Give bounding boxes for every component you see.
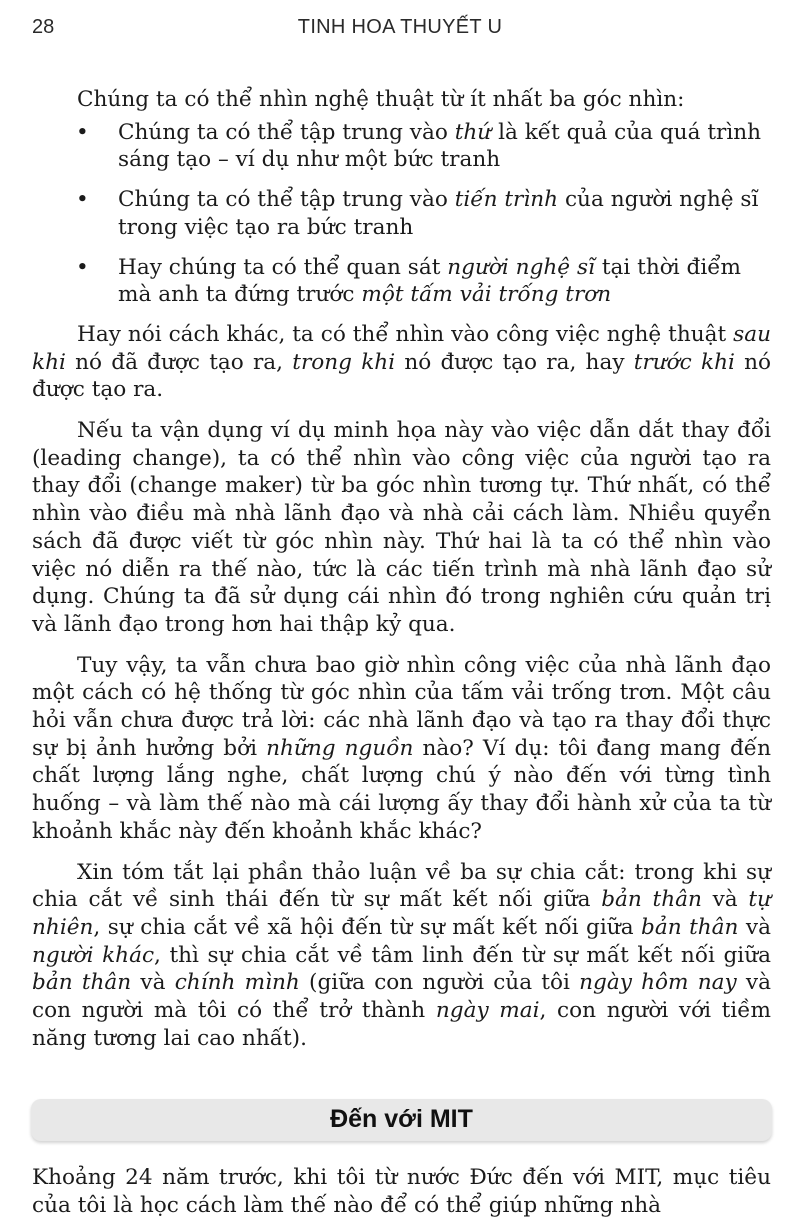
main-text bbox=[32, 86, 771, 1053]
section-heading-bar bbox=[31, 1099, 772, 1141]
list-item: • Chúng ta có thể tập trung vào tiến trình của người nghệ sĩ trong việc tạo ra bức tranh bbox=[76, 187, 759, 240]
book-title: TINH HOA THUYẾT U bbox=[297, 16, 503, 38]
bullet-icon: • bbox=[76, 254, 89, 280]
paragraph-3: Nếu ta vận dụng ví dụ minh họa này vào việc dẫn dắt thay đổi (leading change), ta có thể nhìn vào công việc của người tạo ra thay đổi (change maker) từ ba góc nhìn tương tự. Thứ nhất, có thể nhìn vào điều mà nhà lãnh đạo và nhà cải cách làm. Nhiều quyển sách đã được viết từ góc nhìn này. Thứ hai là ta có thể nhìn vào việc nó diễn ra thế nào, tức là các tiến trình mà nhà lãnh đạo sử dụng. Chúng ta đã sử dụng cái nhìn đó trong nghiên cứu quản trị và lãnh đạo trong hơn hai thập kỷ qua. bbox=[32, 418, 771, 637]
section-body bbox=[32, 1164, 771, 1219]
paragraph-4: Tuy vậy, ta vẫn chưa bao giờ nhìn công việc của nhà lãnh đạo một cách có hệ thống từ góc nhìn của tấm vải trống trơn. Một câu hỏi vẫn chưa được trả lời: các nhà lãnh đạo và tạo ra thay đổi thực sự bị ảnh hưởng bởi những nguồn nào? Ví dụ: tôi đang mang đến chất lượng lắng nghe, chất lượng chú ý nào đến với từng tình huống – và làm thế nào mà cái lượng ấy thay đổi hành xử của ta từ khoảnh khắc này đến khoảnh khắc khác? bbox=[32, 652, 771, 844]
paragraph-5: Xin tóm tắt lại phần thảo luận về ba sự chia cắt: trong khi sự chia cắt về sinh thái đến từ sự mất kết nối giữa bản thân và tự nhiên, sự chia cắt về xã hội đến từ sự mất kết nối giữa bản thân và người khác, thì sự chia cắt về tâm linh đến từ sự mất kết nối giữa bản thân và chính mình (giữa con người của tôi ngày hôm nay và con người mà tôi có thể trở thành ngày mai, con người với tiềm năng tương lai cao nhất). bbox=[32, 859, 771, 1051]
running-header bbox=[30, 14, 770, 44]
intro-paragraph: Chúng ta có thể nhìn nghệ thuật từ ít nhất ba góc nhìn: bbox=[77, 87, 685, 112]
list-item: • Chúng ta có thể tập trung vào thứ là kết quả của quá trình sáng tạo – ví dụ như một bức tranh bbox=[76, 119, 762, 173]
list-item: • Hay chúng ta có thể quan sát người nghệ sĩ tại thời điểm mà anh ta đứng trước một tấm vải trống trơn bbox=[76, 254, 741, 308]
paragraph-6: Khoảng 24 năm trước, khi tôi từ nước Đức đến với MIT, mục tiêu của tôi là học cách làm thế nào để có thể giúp những nhà bbox=[32, 1165, 771, 1218]
bullet-icon: • bbox=[76, 119, 89, 145]
page-number: 28 bbox=[32, 16, 55, 38]
paragraph-2: Hay nói cách khác, ta có thể nhìn vào công việc nghệ thuật sau khi nó đã được tạo ra, trong khi nó được tạo ra, hay trước khi nó được tạo ra. bbox=[32, 321, 772, 403]
bullet-list bbox=[32, 119, 771, 309]
section-title: Đến với MIT bbox=[330, 1105, 473, 1133]
bullet-icon: • bbox=[76, 187, 89, 213]
